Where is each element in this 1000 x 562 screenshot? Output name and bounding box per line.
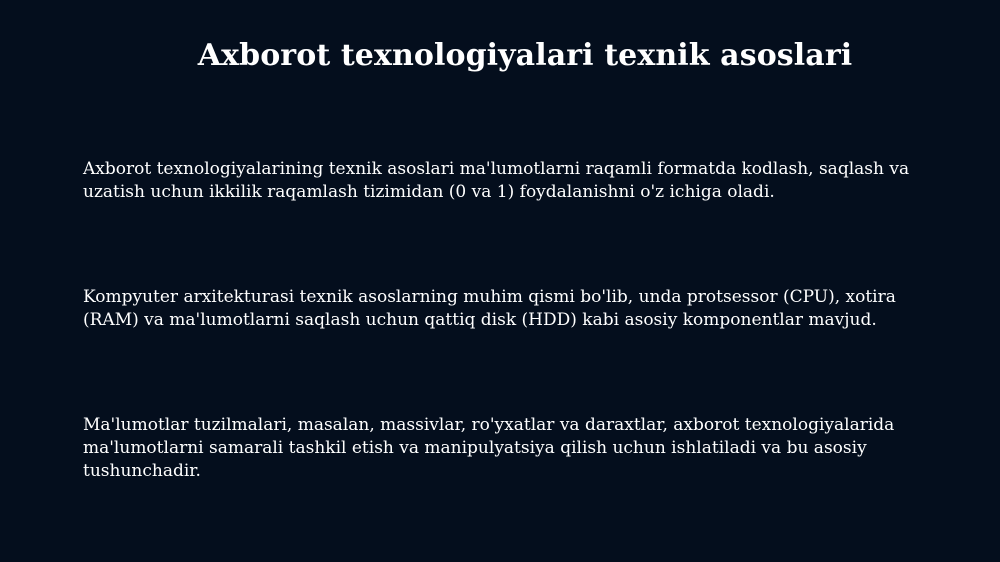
- slide-title: Axborot texnologiyalari texnik asoslari: [197, 38, 853, 73]
- paragraph-data-structures: Ma'lumotlar tuzilmalari, masalan, massivlar, ro'yxatlar va daraxtlar, axborot texnologiyalarida ma'lumotlarni samarali tashkil etish va manipulyatsiya qilish uchun ishlatiladi va bu asosiy tushunchadir.: [83, 415, 895, 481]
- paragraph-computer-architecture: Kompyuter arxitekturasi texnik asoslarning muhim qismi bo'lib, unda protsessor (CPU), xotira (RAM) va ma'lumotlarni saqlash uchun qattiq disk (HDD) kabi asosiy komponentlar mavjud.: [83, 287, 896, 330]
- paragraph-binary-encoding: Axborot texnologiyalarining texnik asoslari ma'lumotlarni raqamli formatda kodlash, saqlash va uzatish uchun ikkilik raqamlash tizimidan (0 va 1) foydalanishni o'z ichiga oladi.: [83, 159, 910, 202]
